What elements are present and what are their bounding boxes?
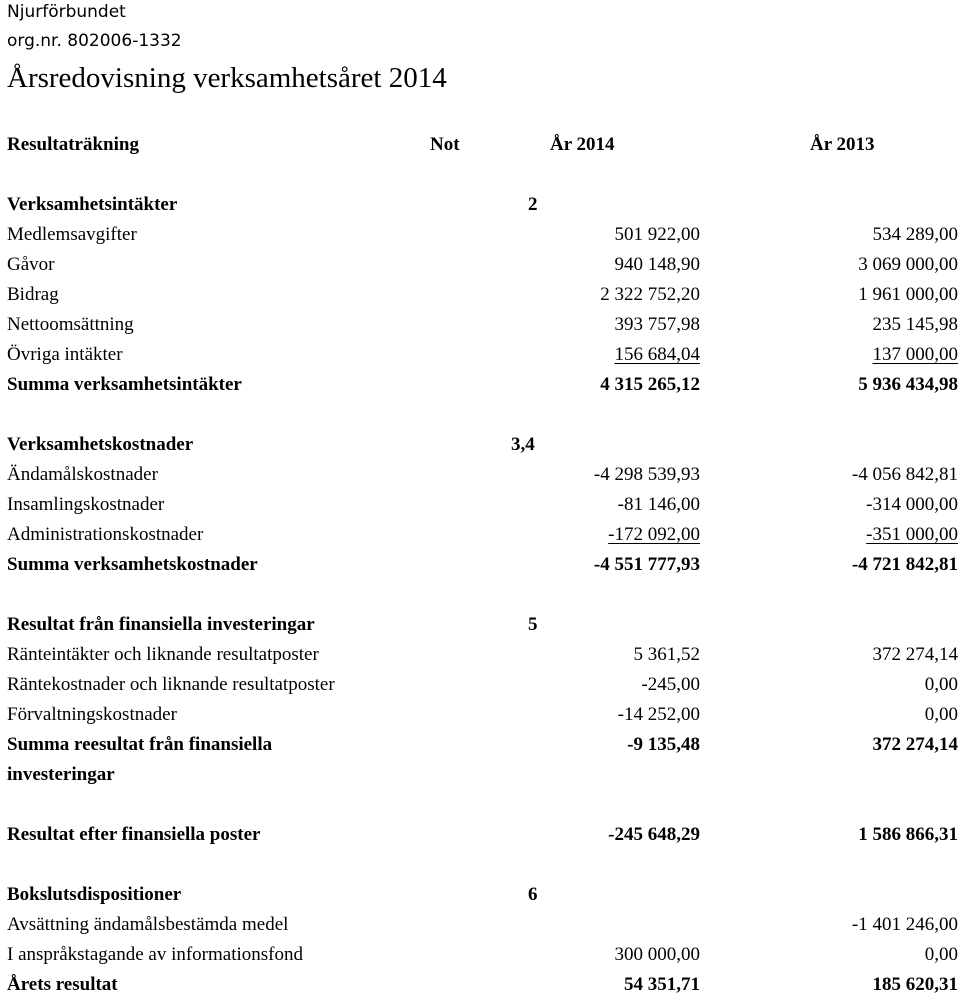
row-label: Administrationskostnader xyxy=(7,524,204,545)
row-value-2014: 300 000,00 xyxy=(614,944,700,965)
row-value-2013: 372 274,14 xyxy=(872,734,958,755)
org-number: org.nr. 802006-1332 xyxy=(7,31,182,51)
table-row xyxy=(0,374,960,404)
table-row xyxy=(0,884,960,914)
table-row xyxy=(0,554,960,584)
row-value-2014: -9 135,48 xyxy=(627,734,700,755)
table-row xyxy=(0,524,960,554)
row-label: Verksamhetskostnader xyxy=(7,434,194,455)
row-value-2013: 0,00 xyxy=(924,944,958,965)
table-row xyxy=(0,644,960,674)
row-value-2014: -172 092,00 xyxy=(608,524,700,545)
row-value-2013: -314 000,00 xyxy=(866,494,958,515)
row-value-2014: -4 298 539,93 xyxy=(593,464,700,485)
row-label: Resultat efter finansiella poster xyxy=(7,824,261,845)
table-row xyxy=(0,464,960,494)
row-not: 2 xyxy=(528,194,538,215)
table-row xyxy=(0,194,960,224)
row-value-2013: 1 961 000,00 xyxy=(858,284,958,305)
row-value-2014: -14 252,00 xyxy=(617,704,700,725)
row-label: Resultat från finansiella investeringar xyxy=(7,614,315,635)
row-label: Avsättning ändamålsbestämda medel xyxy=(7,914,289,935)
row-value-2013: -1 401 246,00 xyxy=(851,914,958,935)
row-value-2013: 534 289,00 xyxy=(872,224,958,245)
row-label: Summa verksamhetsintäkter xyxy=(7,374,242,395)
row-value-2014: -245,00 xyxy=(641,674,700,695)
header-not: Not xyxy=(430,134,460,155)
row-not: 5 xyxy=(528,614,538,635)
row-label: Övriga intäkter xyxy=(7,344,123,365)
document-title: Årsredovisning verksamhetsåret 2014 xyxy=(7,62,447,94)
row-not: 3,4 xyxy=(511,434,535,455)
row-value-2014: 2 322 752,20 xyxy=(600,284,700,305)
row-label: Förvaltningskostnader xyxy=(7,704,177,725)
table-row xyxy=(0,974,960,1004)
row-value-2014: 393 757,98 xyxy=(614,314,700,335)
row-label: Ändamålskostnader xyxy=(7,464,158,485)
table-row xyxy=(0,704,960,734)
row-label: Räntekostnader och liknande resultatposter xyxy=(7,674,335,695)
row-label: Årets resultat xyxy=(7,974,118,995)
row-value-2014: 54 351,71 xyxy=(624,974,700,995)
row-label: Nettoomsättning xyxy=(7,314,134,335)
row-value-2014: 4 315 265,12 xyxy=(600,374,700,395)
row-value-2013: 0,00 xyxy=(924,704,958,725)
table-row xyxy=(0,614,960,644)
row-label: Ränteintäkter och liknande resultatposter xyxy=(7,644,319,665)
row-value-2013: 5 936 434,98 xyxy=(858,374,958,395)
row-value-2013: 185 620,31 xyxy=(872,974,958,995)
table-row xyxy=(0,944,960,974)
table-row xyxy=(0,494,960,524)
row-value-2014: 5 361,52 xyxy=(633,644,700,665)
row-value-2013: 235 145,98 xyxy=(872,314,958,335)
row-label: I anspråkstagande av informationsfond xyxy=(7,944,303,965)
row-value-2014: -4 551 777,93 xyxy=(593,554,700,575)
row-label: Insamlingskostnader xyxy=(7,494,165,515)
table-row xyxy=(0,434,960,464)
table-row xyxy=(0,674,960,704)
row-value-2013: 0,00 xyxy=(924,674,958,695)
header-label: Resultaträkning xyxy=(7,134,139,155)
row-label: investeringar xyxy=(7,764,115,785)
table-row xyxy=(0,734,960,764)
table-row xyxy=(0,824,960,854)
row-label: Bidrag xyxy=(7,284,59,305)
table-row xyxy=(0,254,960,284)
row-value-2014: 156 684,04 xyxy=(614,344,700,365)
table-row xyxy=(0,284,960,314)
org-name: Njurförbundet xyxy=(7,2,126,22)
table-row xyxy=(0,914,960,944)
row-value-2013: 372 274,14 xyxy=(872,644,958,665)
row-value-2013: 3 069 000,00 xyxy=(858,254,958,275)
header-year-2013: År 2013 xyxy=(810,134,875,155)
row-label: Medlemsavgifter xyxy=(7,224,137,245)
row-value-2014: -245 648,29 xyxy=(608,824,700,845)
row-value-2013: 137 000,00 xyxy=(872,344,958,365)
row-label: Summa verksamhetskostnader xyxy=(7,554,258,575)
row-value-2013: -351 000,00 xyxy=(866,524,958,545)
header-year-2014: År 2014 xyxy=(550,134,615,155)
row-not: 6 xyxy=(528,884,538,905)
table-row xyxy=(0,314,960,344)
row-label: Summa reesultat från finansiella xyxy=(7,734,273,755)
table-row xyxy=(0,344,960,374)
table-row xyxy=(0,764,960,794)
row-value-2013: -4 721 842,81 xyxy=(851,554,958,575)
row-value-2013: 1 586 866,31 xyxy=(858,824,958,845)
row-value-2013: -4 056 842,81 xyxy=(851,464,958,485)
table-row xyxy=(0,224,960,254)
row-value-2014: 501 922,00 xyxy=(614,224,700,245)
row-label: Verksamhetsintäkter xyxy=(7,194,178,215)
row-value-2014: -81 146,00 xyxy=(617,494,700,515)
row-label: Bokslutsdispositioner xyxy=(7,884,182,905)
table-header xyxy=(0,134,960,164)
row-label: Gåvor xyxy=(7,254,55,275)
row-value-2014: 940 148,90 xyxy=(614,254,700,275)
